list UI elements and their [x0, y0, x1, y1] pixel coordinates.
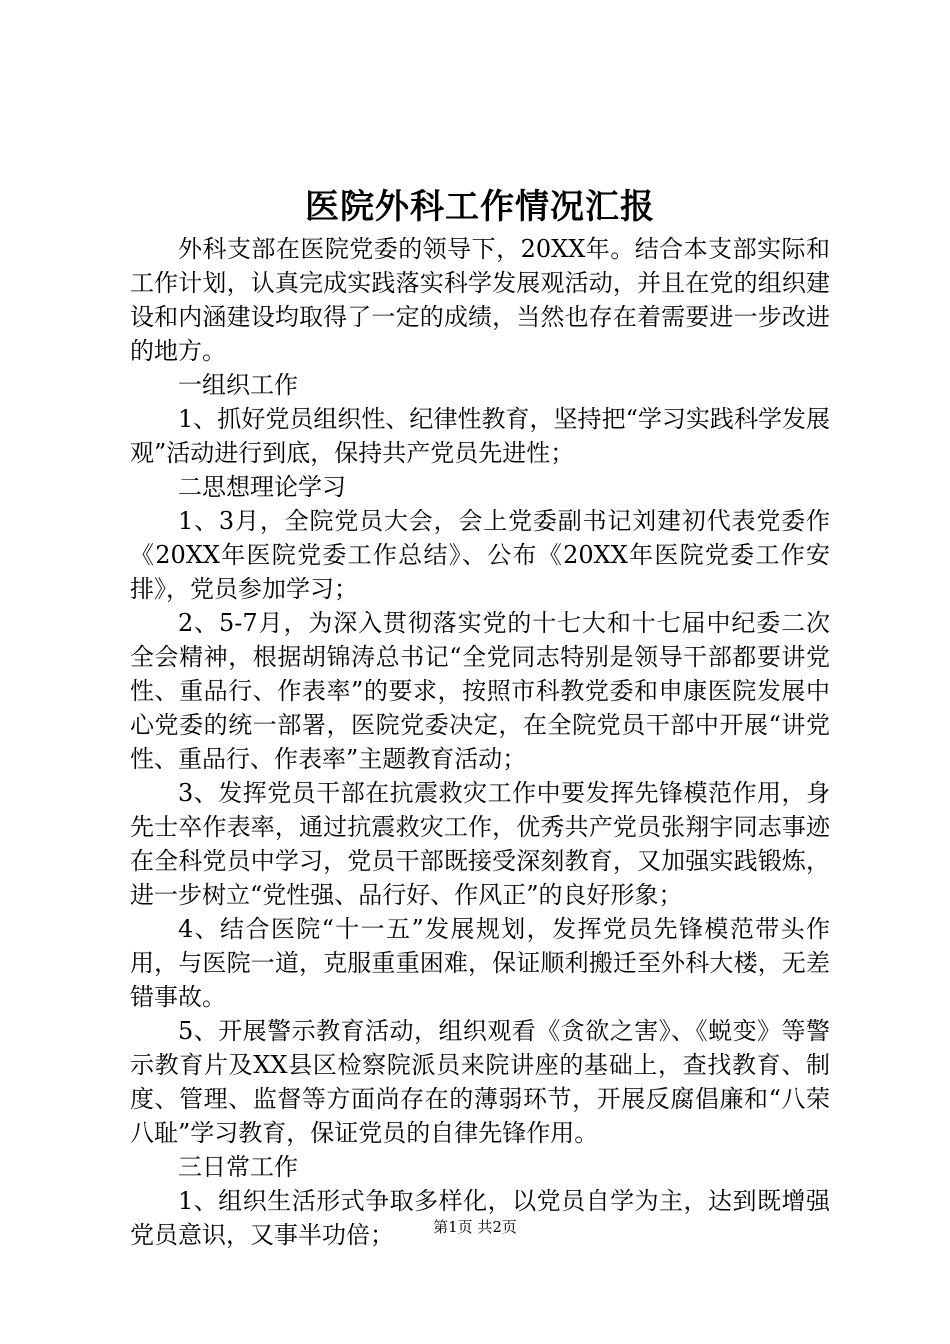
paragraph-theory-3: 3、发挥党员干部在抗震救灾工作中要发挥先锋模范作用，身先士卒作表率，通过抗震救灾工作，优秀共产党员张翔宇同志事迹在全科党员中学习，党员干部既接受深刻教育，又加强实践锻炼，进一步树立“党性强、品行好、作风正”的良好形象；	[130, 779, 830, 909]
paragraph-daily-1: 1、组织生活形式争取多样化，以党员自学为主，达到既增强党员意识，又事半功倍；	[130, 1187, 830, 1249]
paragraph-theory-5: 5、开展警示教育活动，组织观看《贪欲之害》、《蜕变》等警示教育片及XX县区检察院派员来院讲座的基础上，查找教育、制度、管理、监督等方面尚存在的薄弱环节，开展反腐倡廉和“八荣八耻”学习教育，保证党员的自律先锋作用。	[130, 1017, 830, 1147]
document-body	[130, 232, 830, 1252]
section-heading-theory-study: 二思想理论学习	[178, 473, 346, 501]
paragraph-theory-1: 1、3月，全院党员大会，会上党委副书记刘建初代表党委作《20XX年医院党委工作总结》、公布《20XX年医院党委工作安排》，党员参加学习；	[130, 507, 830, 603]
paragraph-intro: 外科支部在医院党委的领导下，20XX年。结合本支部实际和工作计划，认真完成实践落实科学发展观活动，并且在党的组织建设和内涵建设均取得了一定的成绩，当然也存在着需要进一步改进的地方。	[130, 235, 830, 365]
section-heading-daily-work: 三日常工作	[178, 1153, 298, 1181]
paragraph-theory-4: 4、结合医院“十一五”发展规划，发挥党员先锋模范带头作用，与医院一道，克服重重困难，保证顺利搬迁至外科大楼，无差错事故。	[130, 915, 830, 1011]
section-heading-organization: 一组织工作	[178, 371, 298, 399]
paragraph-theory-2: 2、5-7月，为深入贯彻落实党的十七大和十七届中纪委二次全会精神，根据胡锦涛总书记“全党同志特别是领导干部都要讲党性、重品行、作表率”的要求，按照市科教党委和申康医院发展中心党委的统一部署，医院党委决定，在全院党员干部中开展“讲党性、重品行、作表率”主题教育活动；	[130, 609, 830, 773]
paragraph-organization-1: 1、抓好党员组织性、纪律性教育，坚持把“学习实践科学发展观”活动进行到底，保持共产党员先进性；	[130, 405, 830, 467]
document-page	[130, 0, 830, 1344]
page-number-footer: 第1页 共2页	[433, 1218, 517, 1236]
document-title: 医院外科工作情况汇报	[305, 187, 655, 227]
